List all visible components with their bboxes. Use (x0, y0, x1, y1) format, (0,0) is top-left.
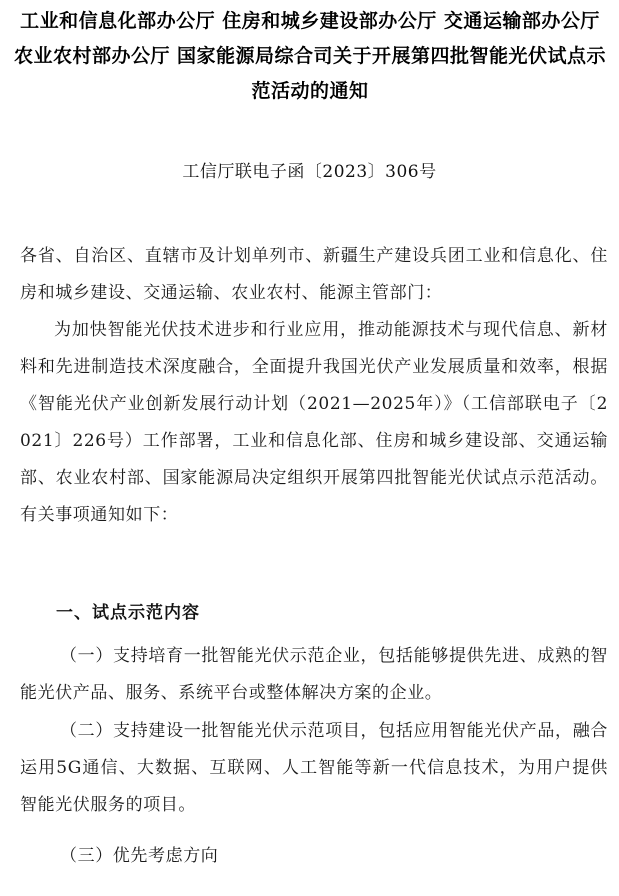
document-number: 工信厅联电子函〔2023〕306号 (182, 162, 437, 182)
list-item-3: （三）优先考虑方向 (60, 846, 219, 866)
list-item-1: （一）支持培育一批智能光伏示范企业，包括能够提供先进、成熟的智能光伏产品、服务、系统平台或整体解决方案的企业。 (20, 646, 608, 703)
list-item-2: （二）支持建设一批智能光伏示范项目，包括应用智能光伏产品，融合运用5G通信、大数据、互联网、人工智能等新一代信息技术，为用户提供智能光伏服务的项目。 (20, 721, 608, 815)
section-heading-content: 一、试点示范内容 (56, 603, 200, 623)
document-title: 工业和信息化部办公厅 住房和城乡建设部办公厅 交通运输部办公厅 农业农村部办公厅 国家能源局综合司关于开展第四批智能光伏试点示范活动的通知 (13, 10, 607, 102)
addressee-paragraph: 各省、自治区、直辖市及计划单列市、新疆生产建设兵团工业和信息化、住房和城乡建设、交通运输、农业农村、能源主管部门： (20, 246, 608, 303)
intro-paragraph: 为加快智能光伏技术进步和行业应用，推动能源技术与现代信息、新材料和先进制造技术深度融合，全面提升我国光伏产业发展质量和效率，根据《智能光伏产业创新发展行动计划（2021—2025年）》（工信部联电子〔2021〕226号）工作部署，工业和信息化部、住房和城乡建设部、交通运输部、农业农村部、国家能源局决定组织开展第四批智能光伏试点示范活动。有关事项通知如下： (20, 320, 608, 525)
